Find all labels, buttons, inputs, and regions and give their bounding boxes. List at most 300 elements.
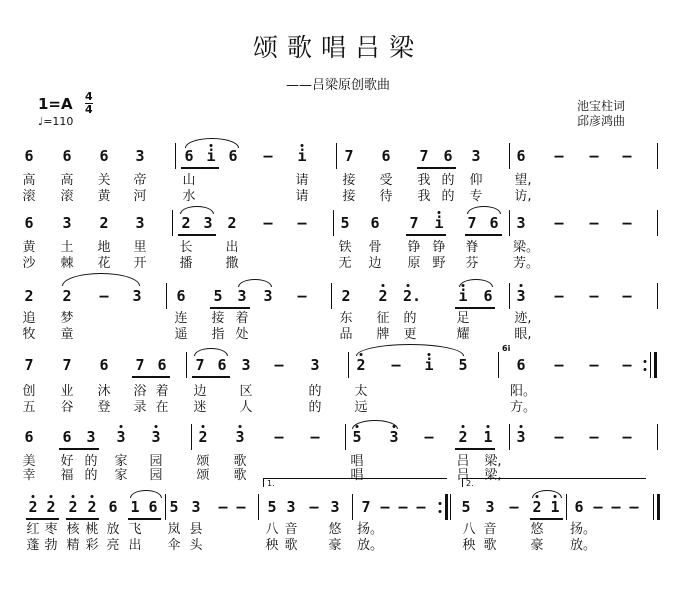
lyric: 遥: [174, 327, 188, 342]
high-dot: [520, 425, 523, 428]
lyric: 耀: [456, 327, 470, 342]
note: 5: [267, 498, 277, 516]
grace-note: 6i: [502, 344, 511, 353]
note: –: [218, 498, 228, 516]
lyric: 骨: [368, 240, 382, 255]
lyric: 音: [483, 522, 497, 537]
note: 6: [516, 147, 526, 165]
slur: [467, 206, 501, 214]
composer-credit: 邱彦鸿曲: [577, 114, 626, 128]
note: 7: [419, 147, 429, 165]
note: –: [263, 147, 273, 165]
volta-1: 1.: [263, 478, 447, 487]
note: –: [236, 498, 246, 516]
slur: [194, 348, 228, 356]
note: 2: [356, 356, 366, 374]
lyric: 指: [211, 327, 225, 342]
barline: [191, 424, 192, 450]
lyric: 土: [60, 240, 74, 255]
note: 6: [108, 498, 118, 516]
high-dot: [438, 211, 441, 214]
lyric: 头: [189, 538, 203, 553]
note: –: [622, 147, 632, 165]
note: 6: [483, 287, 493, 305]
lyric: 撒: [225, 256, 239, 271]
note: 5: [169, 498, 179, 516]
note: 2: [87, 498, 97, 516]
note: i: [297, 147, 307, 165]
note: –: [629, 498, 639, 516]
lyric: 高: [60, 173, 74, 188]
lyric: 的: [308, 400, 322, 415]
note: 2: [378, 287, 388, 305]
lyric: 请: [295, 189, 309, 204]
note: –: [622, 214, 632, 232]
lyric: 无: [338, 256, 352, 271]
underline: [192, 376, 230, 378]
note: 3: [286, 498, 296, 516]
note: 6: [24, 147, 34, 165]
lyric: 美: [22, 454, 36, 469]
note: 7: [62, 356, 72, 374]
lyric: 专: [469, 189, 483, 204]
note: 7: [344, 147, 354, 165]
high-dot: [72, 495, 75, 498]
song-title: 颂歌唱吕梁: [252, 33, 423, 62]
lyric: 音: [284, 522, 298, 537]
note: 3: [310, 356, 320, 374]
note: 3: [203, 214, 213, 232]
song-subtitle: ——吕梁原创歌曲: [285, 78, 390, 93]
note: 5: [213, 287, 223, 305]
lyric: 的: [441, 173, 455, 188]
lyric: 太: [354, 384, 368, 399]
note: –: [589, 356, 599, 374]
note: 3: [191, 498, 201, 516]
barline: [165, 494, 166, 520]
note: 6: [99, 147, 109, 165]
lyric: 悠: [530, 522, 544, 537]
lyric: 扬。: [569, 522, 597, 537]
high-dot: [356, 425, 359, 428]
note: 2.: [402, 287, 422, 305]
lyric: 核: [66, 522, 80, 537]
note: 3: [485, 498, 495, 516]
note: i: [458, 287, 468, 305]
final-barline: [653, 494, 654, 520]
lyric: 远: [354, 400, 368, 415]
lyric: 接: [211, 311, 225, 326]
lyric: 出: [225, 240, 239, 255]
lyric: 登: [97, 400, 111, 415]
note: i: [424, 356, 434, 374]
note: –: [589, 428, 599, 446]
note: 2: [532, 498, 542, 516]
note: 3: [516, 214, 526, 232]
note: 3: [263, 287, 273, 305]
lyric: 河: [133, 189, 147, 204]
lyric: 的: [84, 468, 98, 483]
lyric: 着: [235, 311, 249, 326]
note: 6: [24, 214, 34, 232]
note: 1: [550, 498, 560, 516]
note: 3: [241, 356, 251, 374]
lyric: 沙: [22, 256, 36, 271]
lyric: 待: [379, 189, 393, 204]
lyric: 沐: [97, 384, 111, 399]
lyric: 悠: [328, 522, 342, 537]
high-dot: [202, 425, 205, 428]
lyric: 的: [84, 454, 98, 469]
lyric: 滚: [60, 189, 74, 204]
slur: [180, 206, 214, 214]
repeat-barline: [450, 494, 451, 520]
note: –: [589, 214, 599, 232]
note: 3: [135, 147, 145, 165]
barline: [509, 424, 510, 450]
high-dot: [407, 284, 410, 287]
lyric: 高: [22, 173, 36, 188]
lyric: 追: [22, 311, 36, 326]
lyric: 边: [368, 256, 382, 271]
lyric: 颂: [196, 468, 210, 483]
note: –: [99, 287, 109, 305]
repeat-dot: [439, 510, 442, 513]
underline: [132, 376, 170, 378]
lyric: 我: [417, 189, 431, 204]
lyric: 的: [441, 189, 455, 204]
barline: [566, 494, 567, 520]
note: 6: [157, 356, 167, 374]
note: 1: [130, 498, 140, 516]
lyric: 家: [114, 454, 128, 469]
lyric: 吕: [456, 454, 470, 469]
note: –: [554, 214, 564, 232]
note: 7: [195, 356, 205, 374]
high-dot: [32, 495, 35, 498]
final-barline-thick: [657, 494, 660, 520]
lyric: 歌: [233, 468, 247, 483]
lyric: 秧: [462, 538, 476, 553]
lyric: 原: [407, 256, 421, 271]
lyric: 望,: [514, 173, 532, 188]
lyric: 蓬: [26, 538, 40, 553]
note: 6: [148, 498, 158, 516]
barline: [166, 283, 167, 309]
note: 6: [176, 287, 186, 305]
repeat-dot: [439, 502, 442, 505]
slur: [532, 490, 562, 498]
lyric: 关: [97, 173, 111, 188]
note: 2: [46, 498, 56, 516]
barline: [657, 143, 658, 169]
lyric: 创: [22, 384, 36, 399]
note: 7: [409, 214, 419, 232]
lyric: 区: [239, 384, 253, 399]
note: –: [310, 428, 320, 446]
lyric: 录: [133, 400, 147, 415]
high-dot: [520, 284, 523, 287]
lyric: 唱: [350, 454, 364, 469]
lyric: 我: [417, 173, 431, 188]
lyric: 唱: [350, 468, 364, 483]
lyric: 伞: [167, 538, 181, 553]
note: 3: [237, 287, 247, 305]
high-dot: [239, 425, 242, 428]
lyric: 阳。: [509, 384, 537, 399]
lyric: 岚: [167, 522, 181, 537]
high-dot: [50, 495, 53, 498]
lyric: 牧: [22, 327, 36, 342]
time-signature-top: 4: [85, 90, 93, 103]
lyric: 的: [308, 384, 322, 399]
lyric: 秧: [265, 538, 279, 553]
high-dot: [301, 144, 304, 147]
lyric: 芳。: [512, 256, 540, 271]
lyric: 黄: [22, 240, 36, 255]
lyric: 连: [174, 311, 188, 326]
note: 2: [458, 428, 468, 446]
note: 6: [24, 428, 34, 446]
lyric: 眼,: [514, 327, 532, 342]
lyric: 梁。: [512, 240, 540, 255]
lyric: 桃: [85, 522, 99, 537]
note: –: [554, 287, 564, 305]
lyric: 接: [342, 189, 356, 204]
note: 6: [184, 147, 194, 165]
lyric: 受: [379, 173, 393, 188]
lyric: 边: [193, 384, 207, 399]
barline: [352, 494, 353, 520]
note: 3: [389, 428, 399, 446]
note: 3: [132, 287, 142, 305]
note: 6: [62, 428, 72, 446]
note: 2: [28, 498, 38, 516]
lyric: 处: [235, 327, 249, 342]
lyric: 地: [97, 240, 111, 255]
lyric: 播: [179, 256, 193, 271]
barline: [172, 210, 173, 236]
lyric: 开: [133, 256, 147, 271]
lyric: 里: [133, 240, 147, 255]
barline: [657, 210, 658, 236]
note: 1: [483, 428, 493, 446]
note: 2: [227, 214, 237, 232]
note: –: [391, 356, 401, 374]
lyric: 业: [60, 384, 74, 399]
lyric: 福: [60, 468, 74, 483]
lyric: 园: [149, 454, 163, 469]
high-dot: [462, 425, 465, 428]
note: 2: [99, 214, 109, 232]
note: –: [622, 287, 632, 305]
note: 7: [135, 356, 145, 374]
note: –: [622, 428, 632, 446]
note: 3: [116, 428, 126, 446]
barline: [333, 210, 334, 236]
note: 2: [62, 287, 72, 305]
lyric: 县: [189, 522, 203, 537]
lyric: 水: [182, 189, 196, 204]
lyric: 人: [239, 400, 253, 415]
note: 2: [181, 214, 191, 232]
repeat-barline-thick: [654, 352, 657, 378]
note: 5: [461, 498, 471, 516]
lyric: 梦: [60, 311, 74, 326]
lyric: 吕: [456, 468, 470, 483]
note: 3: [516, 428, 526, 446]
barline: [498, 352, 499, 378]
high-dot: [382, 284, 385, 287]
lyric: 枣: [44, 522, 58, 537]
barline: [258, 494, 259, 520]
note: 6: [489, 214, 499, 232]
lyricist-credit: 池宝柱词: [577, 99, 626, 113]
repeat-barline-thick: [445, 494, 448, 520]
note: 6: [516, 356, 526, 374]
slur: [130, 490, 162, 498]
lyric: 梁,: [484, 468, 502, 483]
note: 3: [516, 287, 526, 305]
time-signature: [85, 91, 93, 116]
lyric: 野: [432, 256, 446, 271]
barline: [175, 143, 176, 169]
lyric: 在: [155, 400, 169, 415]
note: 7: [361, 498, 371, 516]
lyric: 芬: [465, 256, 479, 271]
barline: [186, 352, 187, 378]
lyric: 彩: [85, 538, 99, 553]
lyric: 歌: [284, 538, 298, 553]
note: 3: [135, 214, 145, 232]
note: 6: [370, 214, 380, 232]
note: 6: [574, 498, 584, 516]
lyric: 梁,: [484, 454, 502, 469]
note: 3: [86, 428, 96, 446]
note: 3: [471, 147, 481, 165]
high-dot: [360, 353, 363, 356]
lyric: 好: [60, 454, 74, 469]
repeat-dot: [644, 360, 647, 363]
lyric: 放。: [569, 538, 597, 553]
note: –: [416, 498, 426, 516]
lyric: 歌: [233, 454, 247, 469]
note: 2: [24, 287, 34, 305]
barline: [509, 210, 510, 236]
note: –: [622, 356, 632, 374]
note: 6: [99, 356, 109, 374]
tempo-mark: ♩=110: [38, 115, 74, 128]
note: –: [380, 498, 390, 516]
note: –: [554, 428, 564, 446]
high-dot: [428, 353, 431, 356]
note: –: [263, 214, 273, 232]
note: –: [554, 356, 564, 374]
lyric: 八: [265, 522, 279, 537]
lyric: 牌: [376, 327, 390, 342]
note: i: [206, 147, 216, 165]
high-dot: [393, 425, 396, 428]
note: –: [274, 428, 284, 446]
note: –: [509, 498, 519, 516]
lyric: 着: [155, 384, 169, 399]
lyric: 精: [66, 538, 80, 553]
note: 3: [151, 428, 161, 446]
note: 2: [68, 498, 78, 516]
note: 5: [352, 428, 362, 446]
lyric: 飞: [128, 522, 142, 537]
lyric: 黄: [97, 189, 111, 204]
note: –: [274, 356, 284, 374]
lyric: 帝: [133, 173, 147, 188]
barline: [348, 352, 349, 378]
lyric: 东: [339, 311, 353, 326]
note: –: [589, 287, 599, 305]
lyric: 请: [295, 173, 309, 188]
note: –: [297, 287, 307, 305]
lyric: 园: [149, 468, 163, 483]
note: –: [424, 428, 434, 446]
high-dot: [155, 425, 158, 428]
note: 6: [381, 147, 391, 165]
note: –: [589, 147, 599, 165]
lyric: 的: [403, 311, 417, 326]
lyric: 方。: [509, 400, 537, 415]
score-row-6: [0, 479, 676, 578]
repeat-dot: [644, 368, 647, 371]
barline: [336, 143, 337, 169]
lyric: 仰: [469, 173, 483, 188]
note: 3: [62, 214, 72, 232]
lyric: 征: [376, 311, 390, 326]
lyric: 豪: [328, 538, 342, 553]
lyric: 红: [26, 522, 40, 537]
lyric: 童: [60, 327, 74, 342]
lyric: 铁: [338, 240, 352, 255]
note: –: [593, 498, 603, 516]
note: –: [611, 498, 621, 516]
high-dot: [91, 495, 94, 498]
note: 6: [228, 147, 238, 165]
lyric: 足: [456, 311, 470, 326]
note: i: [434, 214, 444, 232]
lyric: 扬。: [356, 522, 384, 537]
lyric: 颂: [196, 454, 210, 469]
note: –: [554, 147, 564, 165]
lyric: 亮: [106, 538, 120, 553]
lyric: 浴: [133, 384, 147, 399]
lyric: 访,: [514, 189, 532, 204]
lyric: 家: [114, 468, 128, 483]
note: 3: [330, 498, 340, 516]
lyric: 山: [182, 173, 196, 188]
note: 6: [62, 147, 72, 165]
barline: [509, 283, 510, 309]
note: 2: [341, 287, 351, 305]
lyric: 铮: [407, 240, 421, 255]
lyric: 接: [342, 173, 356, 188]
note: 5: [340, 214, 350, 232]
slur: [459, 279, 493, 287]
lyric: 脊: [465, 240, 479, 255]
lyric: 滚: [22, 189, 36, 204]
lyric: 花: [97, 256, 111, 271]
lyric: 谷: [60, 400, 74, 415]
note: 7: [467, 214, 477, 232]
note: 7: [24, 356, 34, 374]
note: 6: [443, 147, 453, 165]
note: 3: [235, 428, 245, 446]
